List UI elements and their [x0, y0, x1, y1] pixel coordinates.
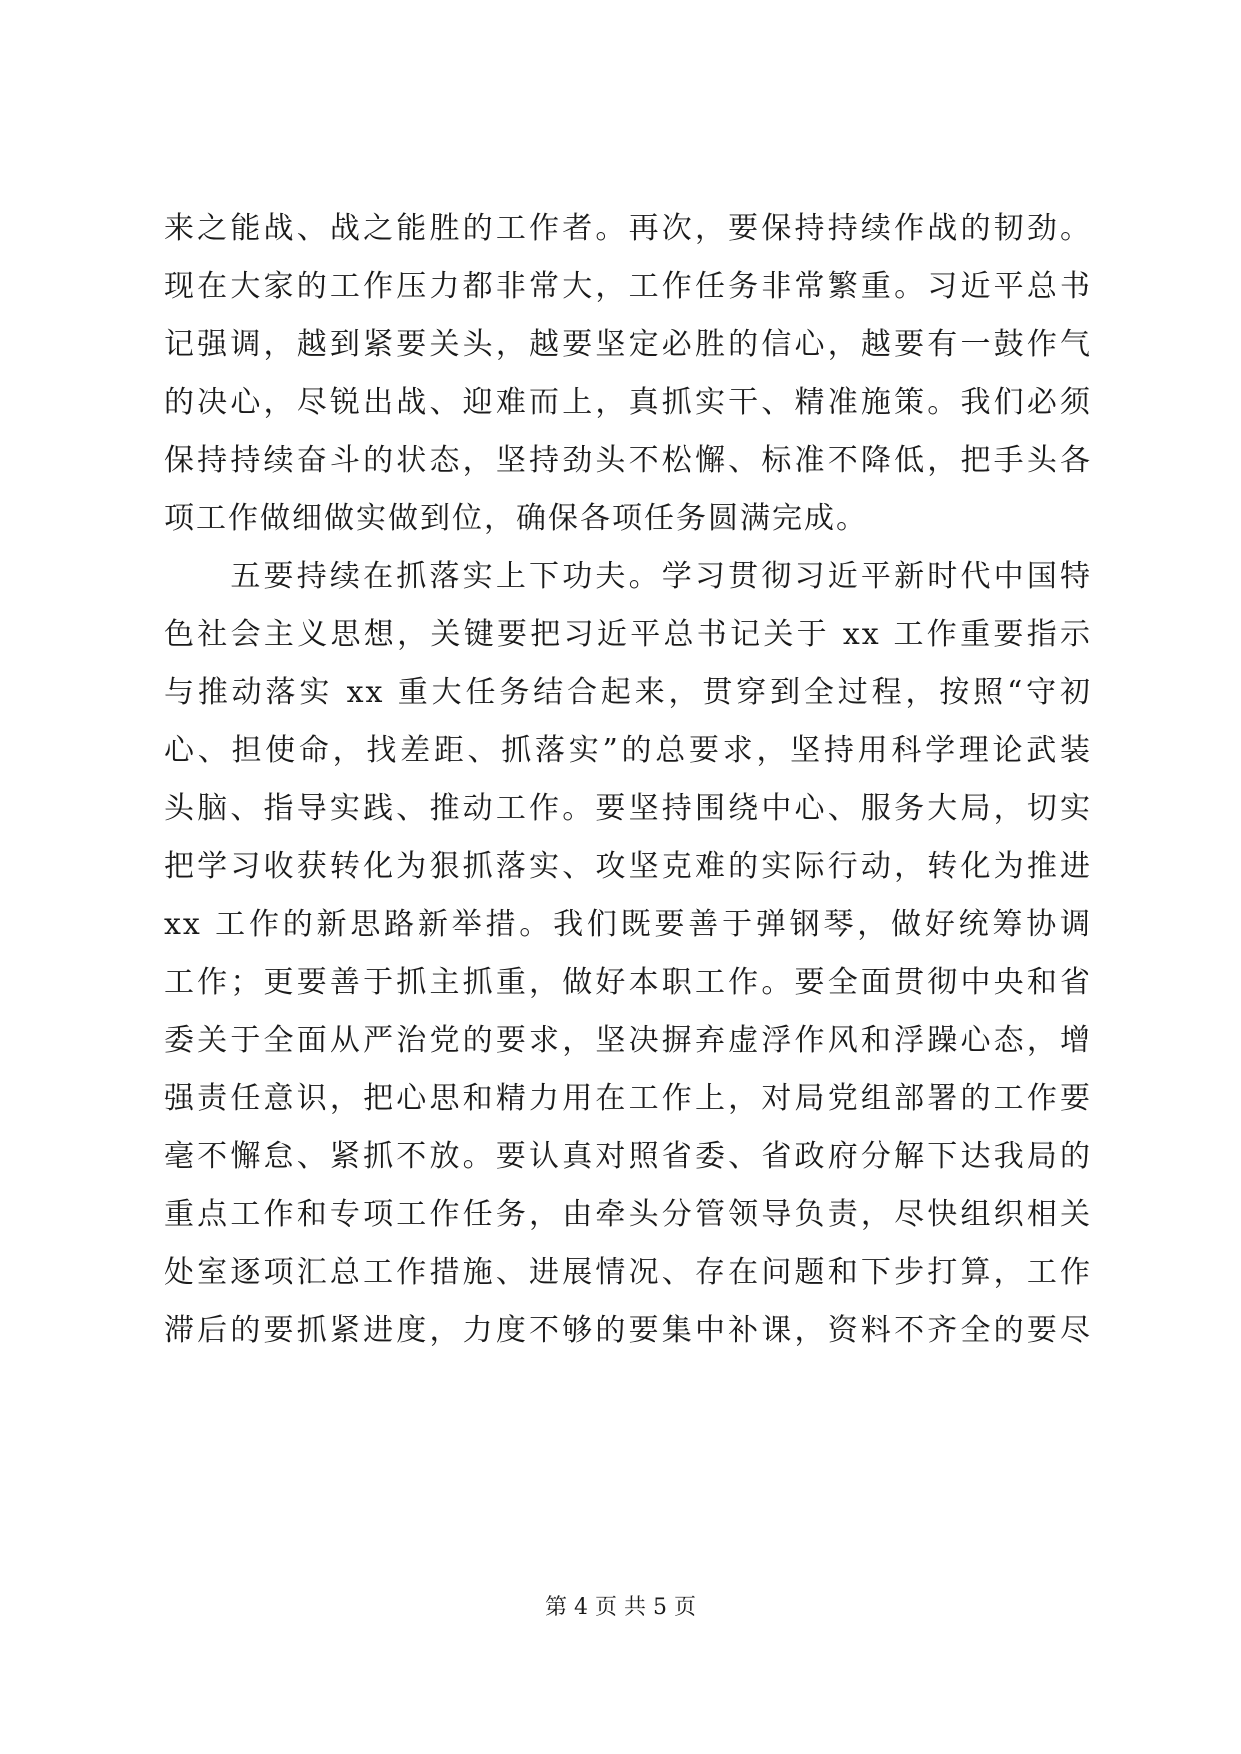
- page-footer: [0, 1593, 1241, 1623]
- text-line: 记强调，越到紧要关头，越要坚定必胜的信心，越要有一鼓作气: [164, 327, 1092, 362]
- text-line: 委关于全面从严治党的要求，坚决摒弃虚浮作风和浮躁心态，增: [164, 1023, 1092, 1058]
- text-line: 处室逐项汇总工作措施、进展情况、存在问题和下步打算，工作: [164, 1255, 1092, 1290]
- text-line: 保持持续奋斗的状态，坚持劲头不松懈、标准不降低，把手头各: [164, 443, 1092, 478]
- text-line: 的决心，尽锐出战、迎难而上，真抓实干、精准施策。我们必须: [164, 385, 1092, 420]
- text-line: 心、担使命，找差距、抓落实”的总要求，坚持用科学理论武装: [164, 733, 1092, 768]
- text-line: 重点工作和专项工作任务，由牵头分管领导负责，尽快组织相关: [164, 1197, 1092, 1232]
- text-line: 强责任意识，把心思和精力用在工作上，对局党组部署的工作要: [164, 1081, 1092, 1116]
- text-line: 工作；更要善于抓主抓重，做好本职工作。要全面贯彻中央和省: [164, 965, 1092, 1000]
- document-body: [164, 200, 1092, 1360]
- text-line: 现在大家的工作压力都非常大，工作任务非常繁重。习近平总书: [164, 269, 1092, 304]
- text-line: 项工作做细做实做到位，确保各项任务圆满完成。: [164, 501, 868, 536]
- text-line: 色社会主义思想，关键要把习近平总书记关于 xx 工作重要指示: [164, 617, 1092, 652]
- text-line: 头脑、指导实践、推动工作。要坚持围绕中心、服务大局，切实: [164, 791, 1092, 826]
- text-line: 与推动落实 xx 重大任务结合起来，贯穿到全过程，按照“守初: [164, 675, 1092, 710]
- text-line: xx 工作的新思路新举措。我们既要善于弹钢琴，做好统筹协调: [164, 907, 1092, 942]
- text-line: 来之能战、战之能胜的工作者。再次，要保持持续作战的韧劲。: [164, 211, 1092, 246]
- text-line: 毫不懈怠、紧抓不放。要认真对照省委、省政府分解下达我局的: [164, 1139, 1092, 1174]
- paragraph-start-line: 五要持续在抓落实上下功夫。学习贯彻习近平新时代中国特: [164, 559, 1092, 594]
- page-number-label: 第 4 页 共 5 页: [545, 1595, 696, 1620]
- text-line: 把学习收获转化为狠抓落实、攻坚克难的实际行动，转化为推进: [164, 849, 1092, 884]
- text-line: 滞后的要抓紧进度，力度不够的要集中补课，资料不齐全的要尽: [164, 1313, 1092, 1348]
